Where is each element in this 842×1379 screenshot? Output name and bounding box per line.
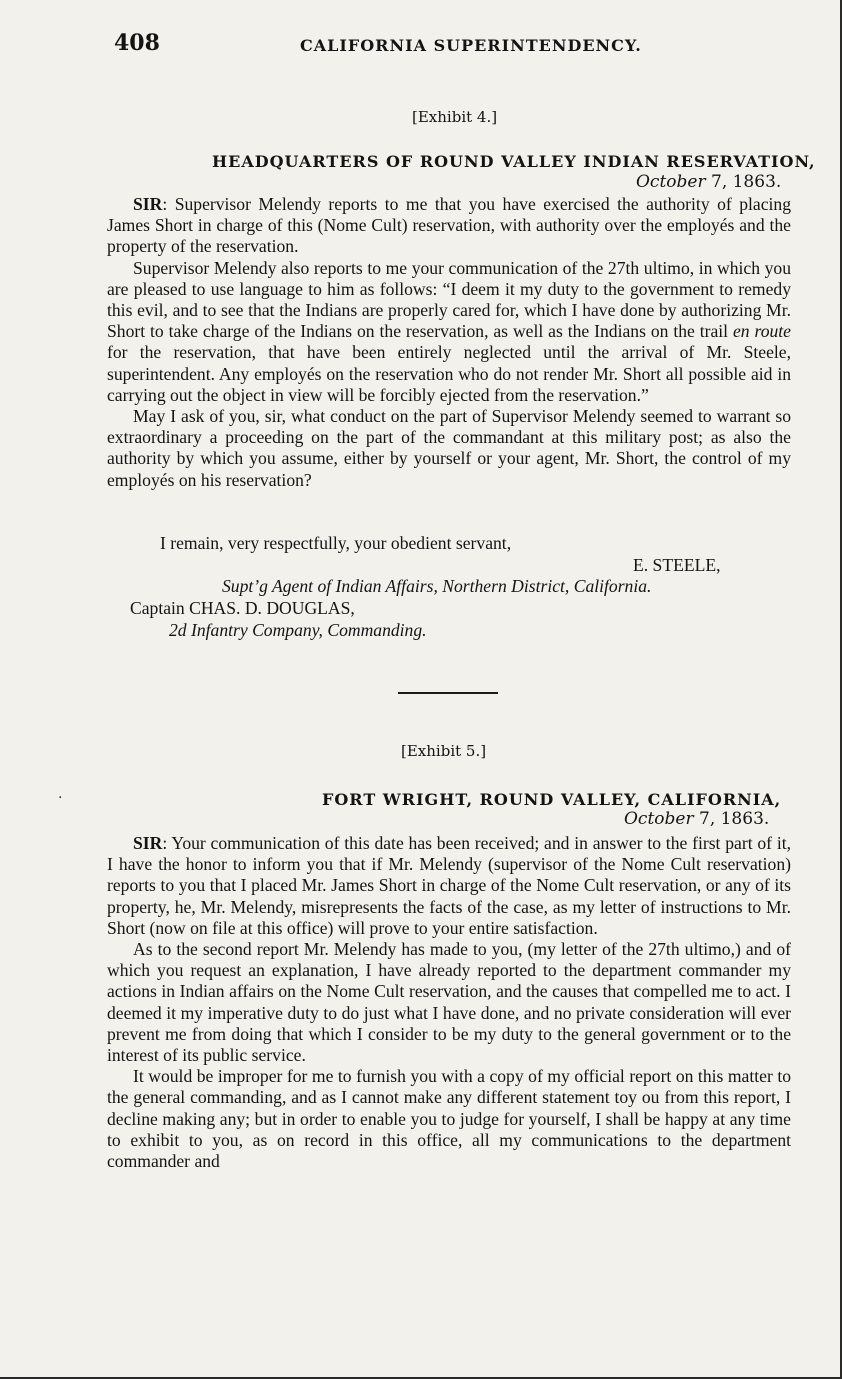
exhibit-5-paragraph-1 <box>107 833 791 939</box>
margin-mark: · <box>58 790 63 806</box>
exhibit-4-letter-body <box>107 194 791 491</box>
exhibit-4-addressee-title: 2d Infantry Company, Commanding. <box>169 620 427 640</box>
exhibit-5-date <box>624 809 769 829</box>
exhibit-4-date <box>636 172 781 192</box>
exhibit-4-paragraph-2-text-b: for the reservation, that have been entirely neglected until the arrival of Mr. Steele, superintendent. Any employés on the reservation who do not render Mr. Short all possible aid in carrying out the object in view will be forcibly ejected from the reservation.” <box>107 342 791 405</box>
exhibit-4-salutation: SIR <box>133 194 163 214</box>
page-header <box>114 30 794 60</box>
exhibit-5-date-month: October <box>624 809 694 829</box>
exhibit-4-signature-title: Supt’g Agent of Indian Affairs, Northern District, California. <box>222 576 652 596</box>
exhibit-4-date-year: 7, 1863. <box>705 172 782 192</box>
exhibit-5-salutation: SIR <box>133 833 163 853</box>
exhibit-4-addressee: Captain CHAS. D. DOUGLAS, <box>130 598 355 618</box>
exhibit-4-closing: I remain, very respectfully, your obedient servant, <box>160 533 512 553</box>
exhibit-5-heading: FORT WRIGHT, ROUND VALLEY, CALIFORNIA, <box>322 790 782 809</box>
exhibit-4-paragraph-1 <box>107 194 791 258</box>
exhibit-4-heading: HEADQUARTERS OF ROUND VALLEY INDIAN RESERVATION, <box>212 152 816 171</box>
exhibit-5-paragraph-3: It would be improper for me to furnish you with a copy of my official report on this matter to the general commanding, and as I cannot make any different statement toy ou from this report, I decline making any; but in order to enable you to judge for yourself, I shall be happy at any time to exhibit to you, as on record in this office, all my communications to the department commander and <box>107 1066 791 1172</box>
exhibit-4-date-month: October <box>636 172 706 192</box>
exhibit-4-paragraph-2 <box>107 258 791 406</box>
exhibit-5-paragraph-1-text: : Your communication of this date has been received; and in answer to the first part of it, I have the honor to inform you that if Mr. Melendy (supervisor of the Nome Cult reservation) reports to you that I placed Mr. James Short in charge of the Nome Cult reservation, or any of its property, he, Mr. Melendy, misrepresents the facts of the case, as my letter of instructions to Mr. Short (now on file at this office) will prove to your entire satisfaction. <box>107 833 791 938</box>
exhibit-4-paragraph-2-text-a: Supervisor Melendy also reports to me your communication of the 27th ultimo, in which you are pleased to use language to him as follows: “I deem it my duty to the government to remedy this evil, and to see that the Indians are properly cared for, which I have done by authorizing Mr. Short to take charge of the Indians on the reservation, as well as the Indians on the trail <box>107 257 791 342</box>
page-number: 408 <box>114 30 160 56</box>
exhibit-5-letter-body <box>107 833 791 1172</box>
exhibit-5-paragraph-2: As to the second report Mr. Melendy has made to you, (my letter of the 27th ultimo,) and of which you request an explanation, I have already reported to the department commander my actions in Indian affairs on the Nome Cult reservation, and the causes that compelled me to act. I deemed it my imperative duty to do just what I have done, and no private consideration will ever prevent me from doing that which I consider to be my duty to the general government or to the interest of its public service. <box>107 939 791 1066</box>
exhibit-5-label: [Exhibit 5.] <box>401 742 487 760</box>
section-divider <box>398 692 498 694</box>
running-title: CALIFORNIA SUPERINTENDENCY. <box>300 36 642 55</box>
exhibit-4-paragraph-3: May I ask of you, sir, what conduct on the part of Supervisor Melendy seemed to warrant so extraordinary a proceeding on the part of the commandant at this military post; as also the authority by which you assume, either by yourself or your agent, Mr. Short, the control of my employés on his reservation? <box>107 406 791 490</box>
exhibit-5-date-year: 7, 1863. <box>693 809 770 829</box>
exhibit-4-paragraph-1-text: : Supervisor Melendy reports to me that you have exercised the authority of placing James Short in charge of this (Nome Cult) reservation, with authority over the employés and the property of the reservation. <box>107 194 791 257</box>
exhibit-4-label: [Exhibit 4.] <box>412 108 498 126</box>
exhibit-4-signature: E. STEELE, <box>633 555 721 575</box>
exhibit-4-paragraph-2-italic: en route <box>732 321 791 342</box>
